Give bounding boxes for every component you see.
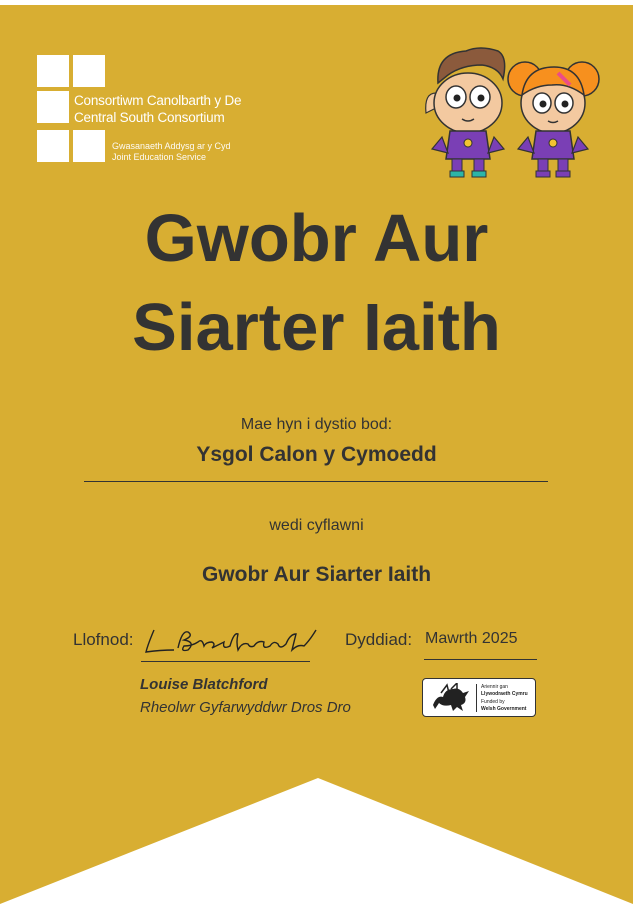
funding-text-english: Funded by: [481, 699, 505, 705]
date-underline: [424, 659, 537, 660]
logo-subtext-english: Joint Education Service: [112, 152, 207, 162]
logo-square: [73, 130, 105, 162]
badge-divider: [476, 684, 477, 712]
intro-text: Mae hyn i dystio bod:: [240, 416, 393, 433]
date-label: Dyddiad:: [345, 630, 413, 649]
funding-org-welsh: Llywodraeth Cymru: [481, 691, 528, 697]
signatory-name: Louise Blatchford: [140, 676, 268, 693]
logo-text-welsh: Consortiwm Canolbarth y De: [74, 93, 242, 108]
certificate-title-line2: Siarter Iaith: [132, 290, 501, 365]
welsh-dragon-icon: [429, 683, 473, 713]
funding-org-english: Welsh Government: [481, 706, 527, 712]
certificate-page: [0, 5, 633, 904]
achieved-text: wedi cyflawni: [269, 517, 364, 534]
funding-text-welsh: Ariennir gan: [481, 684, 508, 690]
signature-underline: [141, 661, 310, 662]
signatory-role: Rheolwr Gyfarwyddwr Dros Dro: [140, 699, 351, 716]
logo-text-english: Central South Consortium: [74, 110, 225, 125]
certificate-title-line1: Gwobr Aur: [144, 201, 489, 276]
cartoon-characters-icon: [418, 45, 603, 180]
consortium-logo: [37, 55, 277, 165]
award-name: Gwobr Aur Siarter Iaith: [201, 563, 432, 586]
logo-square: [73, 55, 105, 87]
date-value: Mawrth 2025: [425, 630, 518, 647]
logo-subtext-welsh: Gwasanaeth Addysg ar y Cyd: [112, 141, 231, 151]
logo-square: [37, 55, 69, 87]
signature-label: Llofnod:: [73, 630, 134, 649]
logo-square: [37, 91, 69, 123]
signature-image: [140, 620, 322, 660]
funding-badge: [422, 678, 536, 717]
school-name: Ysgol Calon y Cymoedd: [196, 443, 437, 466]
logo-square: [37, 130, 69, 162]
school-underline: [84, 481, 548, 482]
